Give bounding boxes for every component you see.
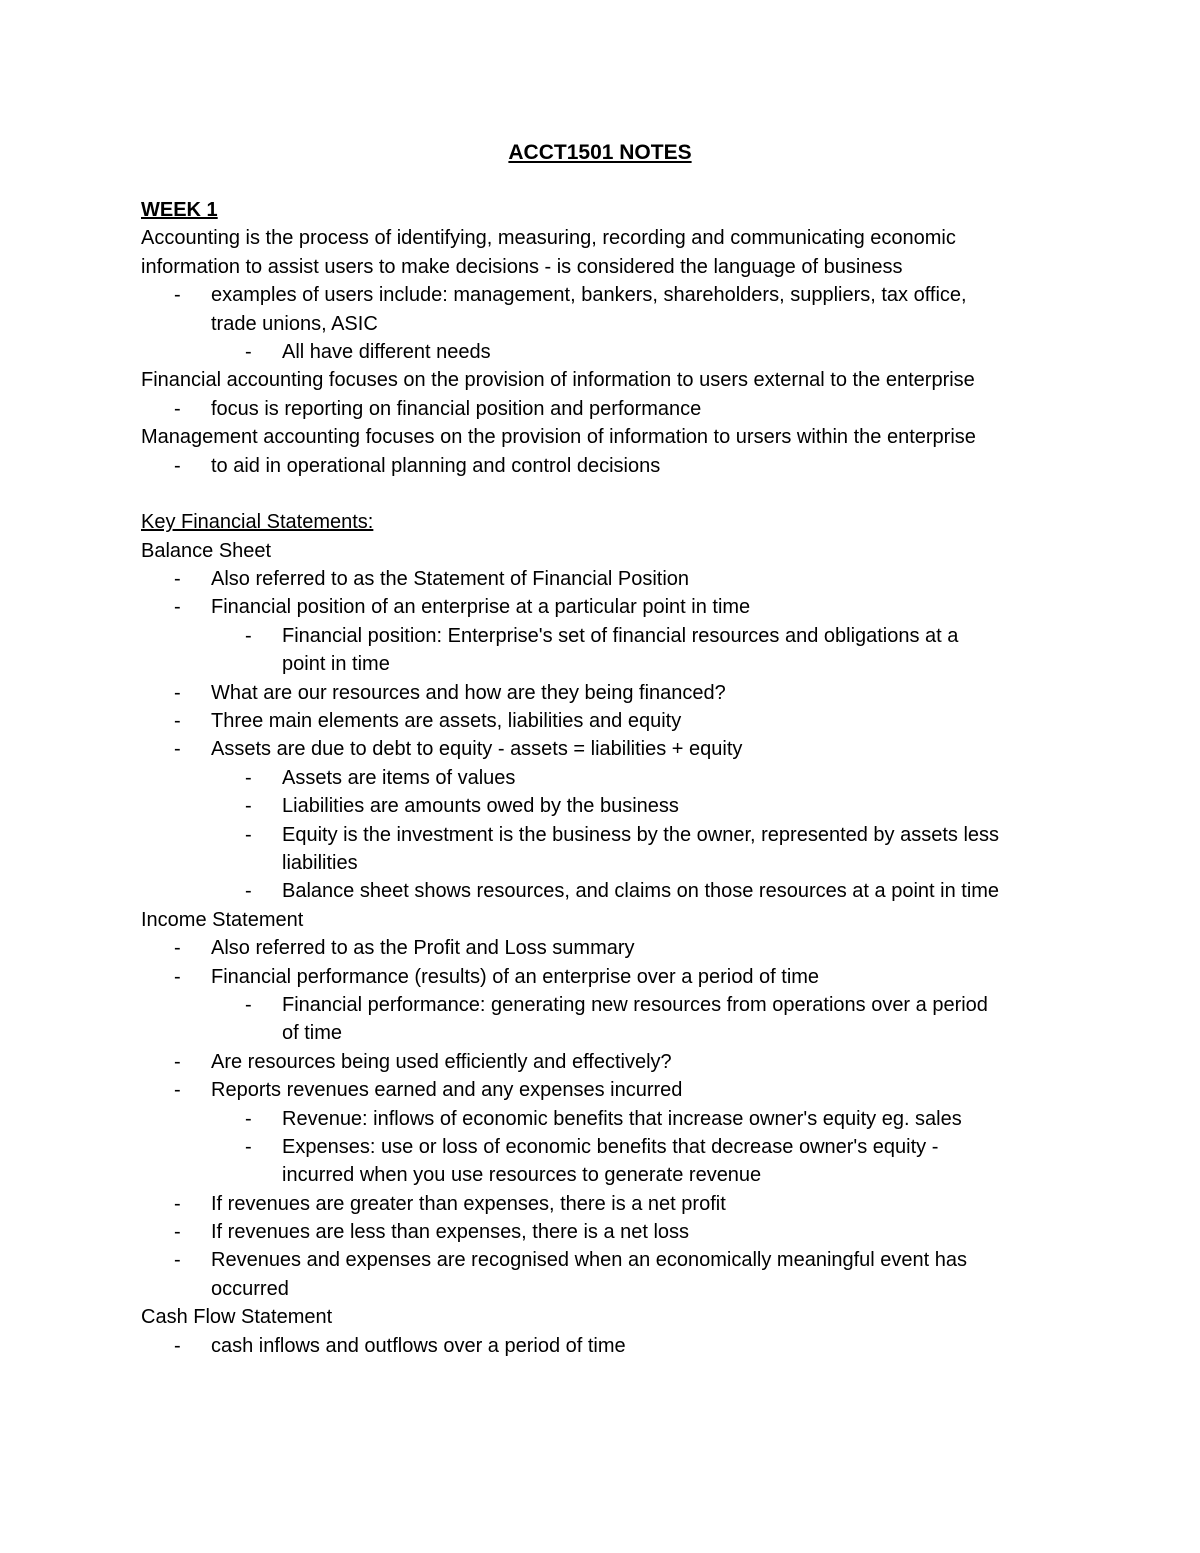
note-line — [141, 253, 1071, 281]
note-line — [141, 281, 1071, 309]
note-text: information to assist users to make decisions - is considered the language of business — [141, 255, 903, 278]
note-text: Income Statement — [141, 908, 304, 931]
note-line — [141, 508, 1071, 536]
note-text: Are resources being used efficiently and effectively? — [211, 1050, 672, 1073]
note-text: focus is reporting on financial position and performance — [211, 397, 702, 420]
bullet-dash: - — [174, 738, 181, 761]
note-line — [141, 1190, 1071, 1218]
note-line — [141, 593, 1071, 621]
note-text: Balance Sheet — [141, 539, 272, 562]
note-text: Financial performance: generating new resources from operations over a period — [282, 993, 988, 1016]
note-text: WEEK 1 — [141, 199, 218, 221]
note-text: to aid in operational planning and control decisions — [211, 454, 661, 477]
note-line — [141, 480, 1071, 508]
bullet-dash: - — [174, 710, 181, 733]
note-line — [141, 196, 1071, 224]
note-line — [141, 452, 1071, 480]
note-text: Assets are due to debt to equity - assets = liabilities + equity — [211, 738, 743, 761]
bullet-dash: - — [174, 454, 181, 477]
note-text: Equity is the investment is the business by the owner, represented by assets less — [282, 823, 1000, 846]
note-line — [141, 1076, 1071, 1104]
note-line — [141, 1332, 1071, 1360]
bullet-dash: - — [174, 284, 181, 307]
bullet-dash: - — [174, 965, 181, 988]
bullet-dash: - — [174, 1192, 181, 1215]
note-line — [141, 1048, 1071, 1076]
note-text: What are our resources and how are they being financed? — [211, 681, 726, 704]
note-text: Also referred to as the Profit and Loss summary — [211, 937, 635, 960]
note-text: If revenues are greater than expenses, there is a net profit — [211, 1192, 726, 1215]
note-line — [141, 764, 1071, 792]
note-line — [141, 338, 1071, 366]
note-text: Balance sheet shows resources, and claims on those resources at a point in time — [282, 880, 1000, 903]
notes-body — [141, 196, 1071, 1360]
bullet-dash: - — [174, 1334, 181, 1357]
note-line — [141, 877, 1071, 905]
bullet-dash: - — [245, 1135, 252, 1158]
bullet-dash: - — [174, 1221, 181, 1244]
note-text: Financial position of an enterprise at a particular point in time — [211, 596, 751, 619]
note-text: Financial performance (results) of an enterprise over a period of time — [211, 965, 820, 988]
note-text: Also referred to as the Statement of Financial Position — [211, 568, 690, 591]
note-text: Liabilities are amounts owed by the business — [282, 795, 679, 818]
note-text: Reports revenues earned and any expenses incurred — [211, 1079, 683, 1102]
note-line — [141, 1161, 1071, 1189]
note-text: Accounting is the process of identifying, measuring, recording and communicating economic — [141, 227, 956, 250]
note-line — [141, 991, 1071, 1019]
note-line — [141, 423, 1071, 451]
note-text: cash inflows and outflows over a period of time — [211, 1334, 626, 1357]
bullet-dash: - — [174, 1079, 181, 1102]
note-line — [141, 224, 1071, 252]
note-text: Assets are items of values — [282, 766, 516, 789]
note-line — [141, 849, 1071, 877]
bullet-dash: - — [245, 880, 252, 903]
note-text: trade unions, ASIC — [211, 312, 378, 335]
note-text: Revenues and expenses are recognised when an economically meaningful event has — [211, 1249, 968, 1272]
note-text: Revenue: inflows of economic benefits that increase owner's equity eg. sales — [282, 1107, 962, 1130]
note-text: Three main elements are assets, liabilities and equity — [211, 710, 682, 733]
note-text: point in time — [282, 653, 390, 676]
note-line — [141, 395, 1071, 423]
note-line — [141, 1303, 1071, 1331]
note-text: Cash Flow Statement — [141, 1306, 333, 1329]
note-line — [141, 1019, 1071, 1047]
note-text: Financial position: Enterprise's set of financial resources and obligations at a — [282, 624, 959, 647]
bullet-dash: - — [245, 795, 252, 818]
bullet-dash: - — [174, 568, 181, 591]
note-line — [141, 963, 1071, 991]
note-text: Management accounting focuses on the provision of information to ursers within the enterprise — [141, 426, 976, 449]
note-line — [141, 679, 1071, 707]
note-line — [141, 1105, 1071, 1133]
bullet-dash: - — [174, 596, 181, 619]
bullet-dash: - — [245, 340, 252, 363]
note-line — [141, 792, 1071, 820]
note-text: All have different needs — [282, 340, 491, 363]
note-text: examples of users include: management, bankers, shareholders, suppliers, tax office, — [211, 284, 967, 307]
note-line — [141, 366, 1071, 394]
note-text: of time — [282, 1022, 343, 1045]
bullet-dash: - — [174, 681, 181, 704]
note-text: Key Financial Statements: — [141, 511, 374, 534]
note-line — [141, 707, 1071, 735]
note-line — [141, 537, 1071, 565]
note-line — [141, 1275, 1071, 1303]
bullet-dash: - — [245, 766, 252, 789]
note-line — [141, 565, 1071, 593]
bullet-dash: - — [174, 397, 181, 420]
note-text: Financial accounting focuses on the provision of information to users external to the enterprise — [141, 369, 975, 392]
note-line — [141, 1133, 1071, 1161]
bullet-dash: - — [245, 993, 252, 1016]
bullet-dash: - — [245, 624, 252, 647]
note-line — [141, 310, 1071, 338]
bullet-dash: - — [174, 1249, 181, 1272]
page-title: ACCT1501 NOTES — [508, 141, 692, 164]
note-line — [141, 622, 1071, 650]
note-text: Expenses: use or loss of economic benefits that decrease owner's equity - — [282, 1135, 939, 1158]
note-line — [141, 934, 1071, 962]
note-text: occurred — [211, 1277, 289, 1300]
note-line — [141, 1246, 1071, 1274]
note-line — [141, 906, 1071, 934]
note-text: If revenues are less than expenses, there is a net loss — [211, 1221, 690, 1244]
note-line — [141, 650, 1071, 678]
note-line — [141, 821, 1071, 849]
bullet-dash: - — [174, 1050, 181, 1073]
note-text: incurred when you use resources to generate revenue — [282, 1164, 762, 1187]
bullet-dash: - — [174, 937, 181, 960]
note-line — [141, 1218, 1071, 1246]
bullet-dash: - — [245, 823, 252, 846]
note-text: liabilities — [282, 851, 358, 874]
bullet-dash: - — [245, 1107, 252, 1130]
note-line — [141, 735, 1071, 763]
